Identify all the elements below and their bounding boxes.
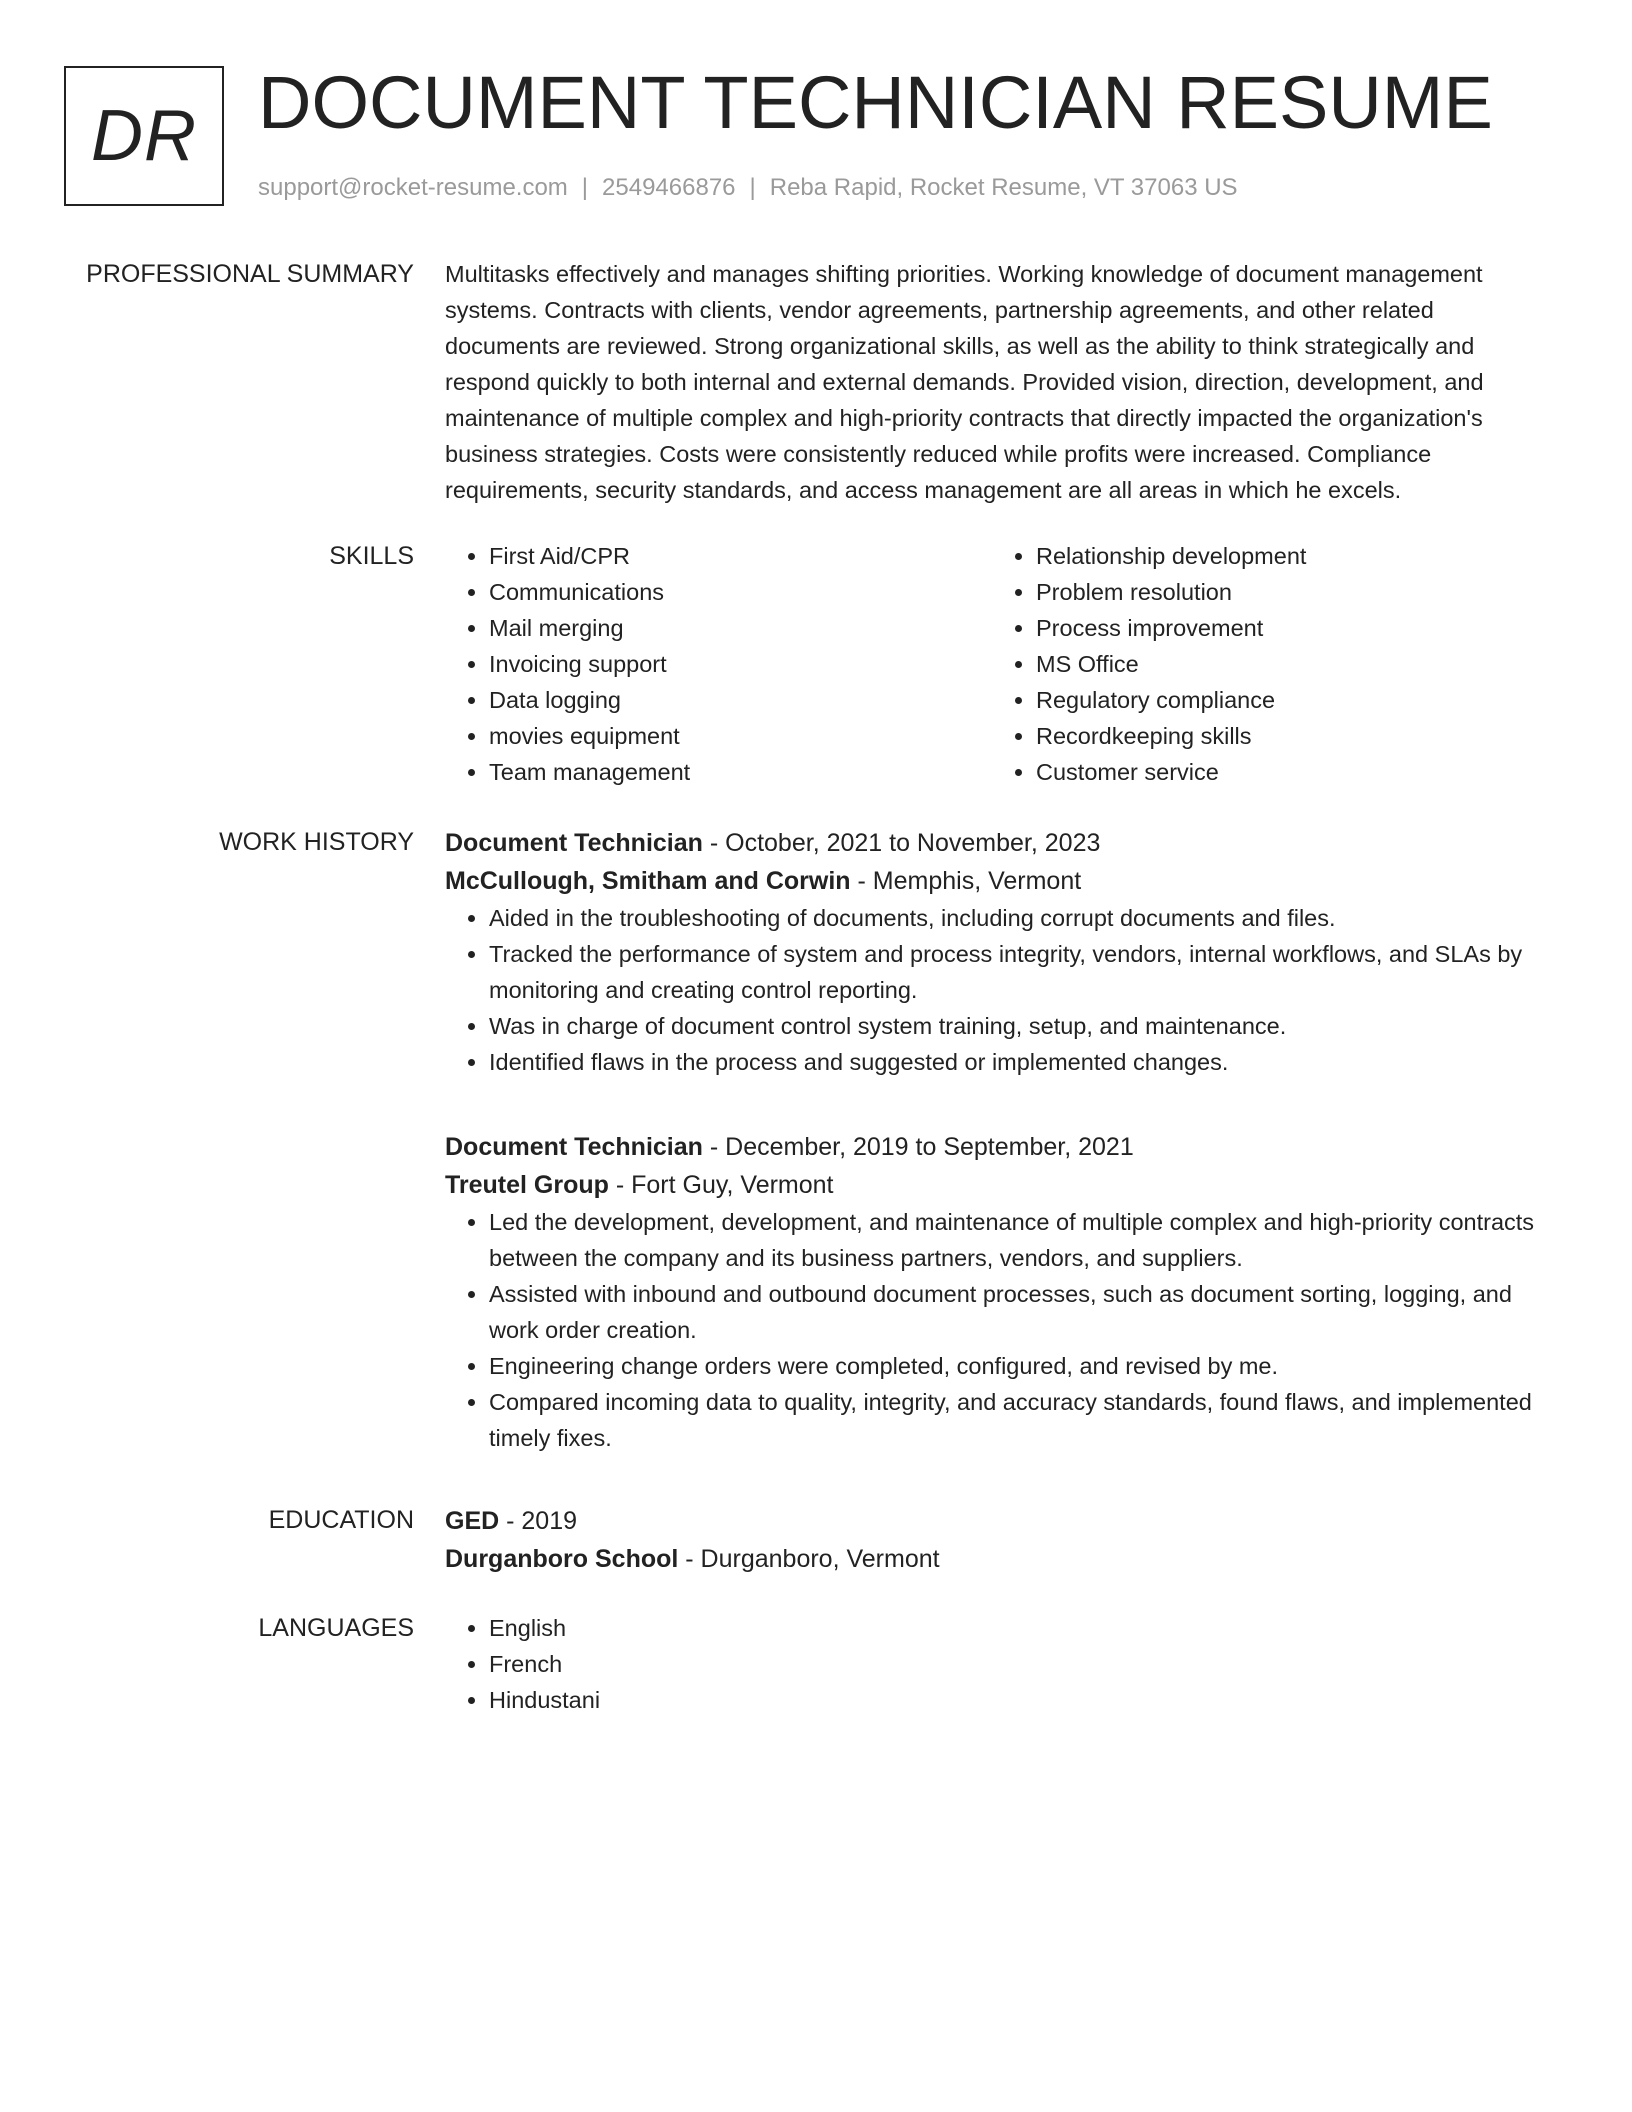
summary-line: maintenance of multiple complex and high-priority contracts that directly impacted the organization's bbox=[445, 405, 1483, 431]
skill-item: • Process improvement bbox=[1036, 610, 1539, 646]
job-bullet-list bbox=[445, 1204, 1560, 1456]
job-title: Document Technician bbox=[445, 1133, 703, 1161]
languages-body bbox=[445, 1610, 1560, 1718]
languages-list bbox=[445, 1610, 1560, 1718]
summary-line: Multitasks effectively and manages shifting priorities. Working knowledge of document management bbox=[445, 261, 1483, 287]
contact-separator: | bbox=[581, 174, 589, 201]
summary-line: systems. Contracts with clients, vendor agreements, partnership agreements, and other related bbox=[445, 297, 1434, 323]
education-degree-line bbox=[445, 1502, 1560, 1540]
job-company-line bbox=[445, 1166, 1560, 1204]
languages-heading: LANGUAGES bbox=[258, 1614, 414, 1642]
skill-item: • Recordkeeping skills bbox=[1036, 718, 1539, 754]
job-location: - Memphis, Vermont bbox=[850, 867, 1082, 895]
summary-body bbox=[445, 256, 1560, 508]
job-bullet: • Assisted with inbound and outbound document processes, such as document sorting, logging, and work order creation. bbox=[489, 1276, 1560, 1348]
skill-item: • Team management bbox=[489, 754, 992, 790]
job-bullet: • Tracked the performance of system and process integrity, vendors, internal workflows, and SLAs by monitoring and creating control reporting. bbox=[489, 936, 1560, 1008]
summary-line: business strategies. Costs were consistently reduced while profits were increased. Compliance bbox=[445, 441, 1432, 467]
skills-heading: SKILLS bbox=[329, 542, 414, 570]
contact-line bbox=[258, 174, 1238, 202]
work-history-heading: WORK HISTORY bbox=[219, 828, 414, 856]
education-year: - 2019 bbox=[499, 1507, 578, 1535]
job-location: - Fort Guy, Vermont bbox=[608, 1171, 834, 1199]
job-title-line bbox=[445, 824, 1560, 862]
job-company: Treutel Group bbox=[445, 1171, 609, 1199]
resume-title: DOCUMENT TECHNICIAN RESUME bbox=[258, 61, 1493, 144]
summary-line: requirements, security standards, and access management are all areas in which he excels. bbox=[445, 477, 1402, 503]
job-dates: - October, 2021 to November, 2023 bbox=[702, 829, 1101, 857]
job-entry bbox=[445, 1128, 1560, 1456]
skill-item: • Relationship development bbox=[1036, 538, 1539, 574]
job-bullet: • Led the development, development, and maintenance of multiple complex and high-priority contracts between the company and its business partners, vendors, and suppliers. bbox=[489, 1204, 1560, 1276]
skills-grid bbox=[445, 538, 1560, 790]
summary-line: respond quickly to both internal and external demands. Provided vision, direction, development, and bbox=[445, 369, 1484, 395]
contact-email: support@rocket-resume.com bbox=[258, 174, 568, 201]
job-title-line bbox=[445, 1128, 1560, 1166]
language-item: • French bbox=[489, 1646, 1560, 1682]
education-entry bbox=[445, 1502, 1560, 1578]
education-heading: EDUCATION bbox=[268, 1506, 414, 1534]
job-bullet: • Compared incoming data to quality, integrity, and accuracy standards, found flaws, and implemented timely fixes. bbox=[489, 1384, 1560, 1456]
job-bullet: • Aided in the troubleshooting of documents, including corrupt documents and files. bbox=[489, 900, 1560, 936]
summary-line: documents are reviewed. Strong organizational skills, as well as the ability to think strategically and bbox=[445, 333, 1475, 359]
skill-item: • Mail merging bbox=[489, 610, 992, 646]
skill-item: • Data logging bbox=[489, 682, 992, 718]
skill-item: • Problem resolution bbox=[1036, 574, 1539, 610]
education-school: Durganboro School bbox=[445, 1545, 679, 1573]
skill-item: • Customer service bbox=[1036, 754, 1539, 790]
job-bullet: • Engineering change orders were completed, configured, and revised by me. bbox=[489, 1348, 1560, 1384]
skill-item: • Invoicing support bbox=[489, 646, 992, 682]
contact-address: Reba Rapid, Rocket Resume, VT 37063 US bbox=[769, 174, 1238, 201]
education-degree: GED bbox=[445, 1507, 500, 1535]
education-location: - Durganboro, Vermont bbox=[678, 1545, 940, 1573]
skill-item: • Regulatory compliance bbox=[1036, 682, 1539, 718]
language-item: • Hindustani bbox=[489, 1682, 1560, 1718]
job-dates: - December, 2019 to September, 2021 bbox=[702, 1133, 1134, 1161]
contact-phone: 2549466876 bbox=[602, 174, 736, 201]
job-bullet: • Identified flaws in the process and suggested or implemented changes. bbox=[489, 1044, 1560, 1080]
job-entry bbox=[445, 824, 1560, 1080]
contact-separator: | bbox=[749, 174, 756, 201]
skill-item: • movies equipment bbox=[489, 718, 992, 754]
skill-item: • MS Office bbox=[1036, 646, 1539, 682]
job-company-line bbox=[445, 862, 1560, 900]
skills-column-right bbox=[992, 538, 1539, 790]
job-bullet-list bbox=[445, 900, 1560, 1080]
summary-heading: PROFESSIONAL SUMMARY bbox=[86, 260, 414, 288]
initials-monogram: DR bbox=[64, 66, 224, 206]
education-school-line bbox=[445, 1540, 1560, 1578]
skill-item: • First Aid/CPR bbox=[489, 538, 992, 574]
job-title: Document Technician bbox=[445, 829, 703, 857]
job-company: McCullough, Smitham and Corwin bbox=[445, 867, 851, 895]
skill-item: • Communications bbox=[489, 574, 992, 610]
job-bullet: • Was in charge of document control system training, setup, and maintenance. bbox=[489, 1008, 1560, 1044]
language-item: • English bbox=[489, 1610, 1560, 1646]
skills-column-left bbox=[445, 538, 992, 790]
